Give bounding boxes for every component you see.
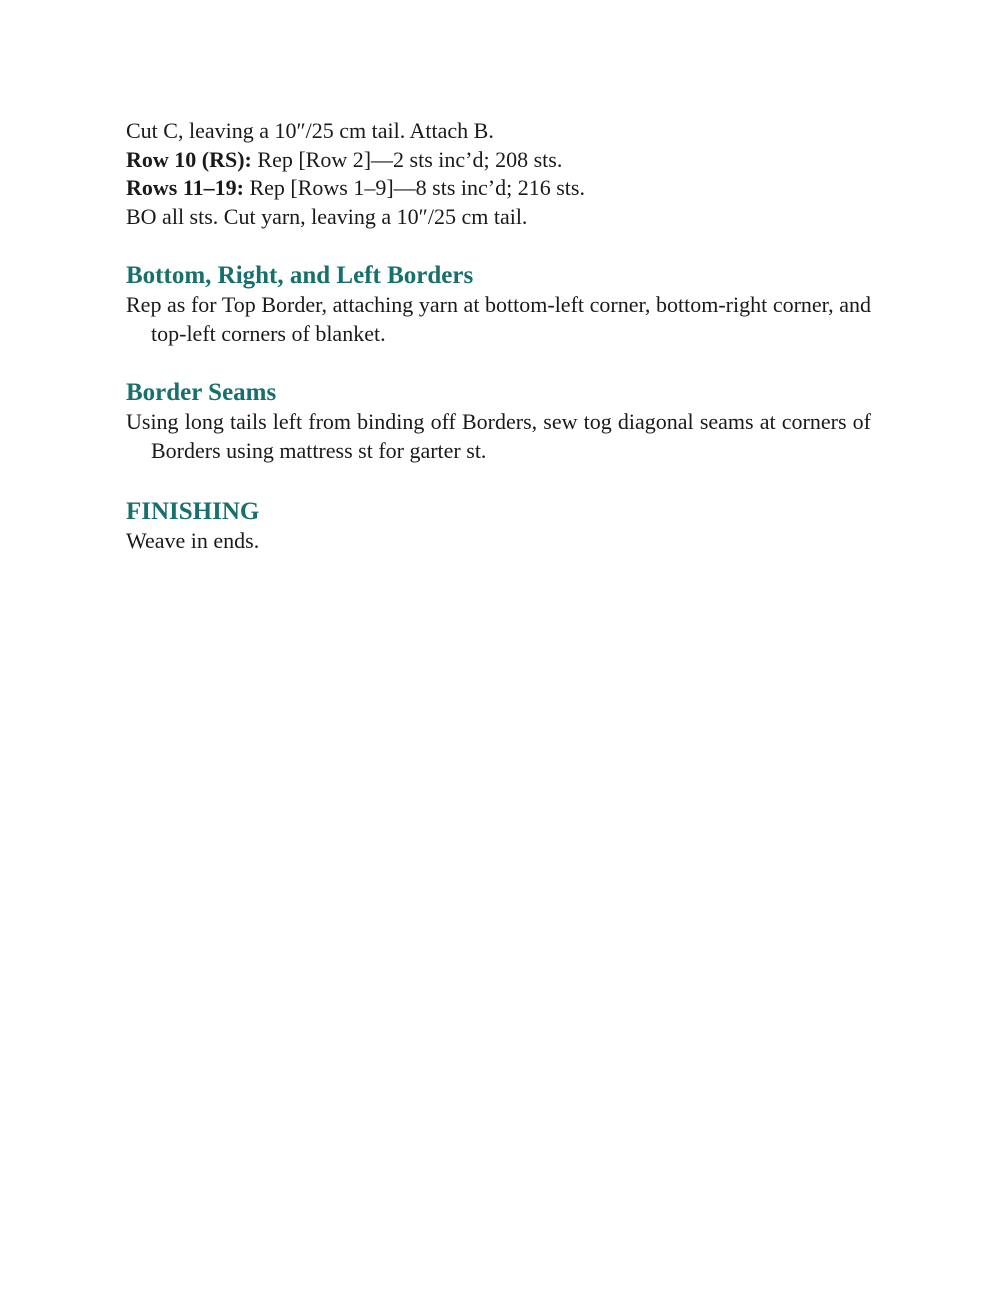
- instruction-row-10: [126, 146, 871, 175]
- finishing-paragraph: Weave in ends.: [126, 528, 260, 553]
- rows-11-19-label: Rows 11–19:: [126, 175, 244, 200]
- instruction-bind-off: BO all sts. Cut yarn, leaving a 10″/25 cm tail.: [126, 203, 528, 229]
- borders-paragraph: Rep as for Top Border, attaching yarn at bottom-left corner, bottom-right corner, and top-left corners of blanket.: [126, 292, 871, 346]
- seams-paragraph: Using long tails left from binding off Borders, sew tog diagonal seams at corners of Borders using mattress st for garter st.: [126, 409, 871, 463]
- row-10-text: Rep [Row 2]—2 sts inc’d; 208 sts.: [251, 146, 563, 172]
- heading-finishing: FINISHING: [126, 498, 260, 525]
- rows-11-19-text: Rep [Rows 1–9]—8 sts inc’d; 216 sts.: [243, 175, 585, 200]
- instruction-cut-c: Cut C, leaving a 10″/25 cm tail. Attach B.: [126, 118, 494, 143]
- page-content: [126, 117, 871, 556]
- heading-bottom-right-left-borders: Bottom, Right, and Left Borders: [126, 262, 474, 289]
- instruction-rows-11-19: [126, 174, 871, 203]
- row-10-label: Row 10 (RS):: [126, 146, 252, 172]
- heading-border-seams: Border Seams: [126, 379, 277, 406]
